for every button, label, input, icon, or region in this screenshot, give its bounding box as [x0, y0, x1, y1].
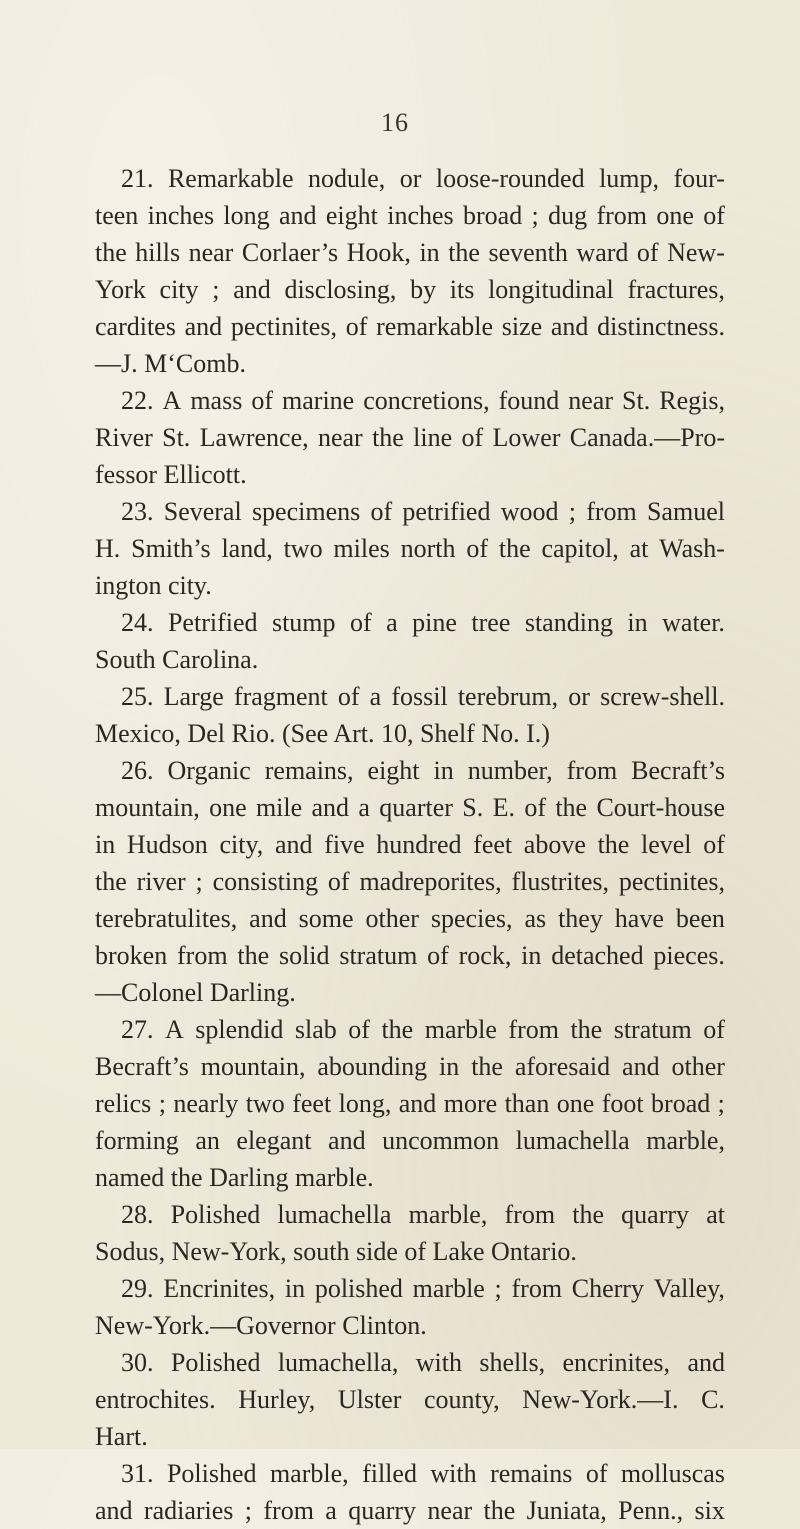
- text-line: 25. Large fragment of a fossil terebrum, or screw-shell.: [121, 682, 725, 711]
- text-line: 30. Polished lumachella, with shells, encrinites, and: [121, 1348, 725, 1377]
- text-line: —J. M‘Comb.: [95, 349, 246, 378]
- text-line: entrochites. Hurley, Ulster county, New-York.—I. C.: [95, 1385, 725, 1414]
- text-line: 21. Remarkable nodule, or loose-rounded lump, four-: [121, 164, 725, 193]
- text-line: broken from the solid stratum of rock, in detached pieces.: [95, 941, 725, 970]
- text-line: teen inches long and eight inches broad ; dug from one of: [95, 201, 725, 230]
- text-line: 24. Petrified stump of a pine tree standing in water.: [121, 608, 725, 637]
- text-line: relics ; nearly two feet long, and more than one foot broad ;: [95, 1089, 725, 1118]
- text-line: 26. Organic remains, eight in number, from Becraft’s: [121, 756, 725, 785]
- text-line: 29. Encrinites, in polished marble ; from Cherry Valley,: [121, 1274, 725, 1303]
- text-line: and radiaries ; from a quarry near the Juniata, Penn., six: [95, 1496, 725, 1525]
- text-line: named the Darling marble.: [95, 1163, 374, 1192]
- text-line: cardites and pectinites, of remarkable size and distinctness.: [95, 312, 725, 341]
- text-line: the river ; consisting of madreporites, flustrites, pectinites,: [95, 867, 725, 896]
- text-line: 31. Polished marble, filled with remains of molluscas: [121, 1459, 725, 1488]
- text-line: terebratulites, and some other species, as they have been: [95, 904, 725, 933]
- page-number: 16: [381, 108, 409, 137]
- text-line: ington city.: [95, 571, 212, 600]
- text-line: mountain, one mile and a quarter S. E. of the Court-house: [95, 793, 725, 822]
- text-line: —Colonel Darling.: [95, 978, 296, 1007]
- text-line: the hills near Corlaer’s Hook, in the seventh ward of New-: [95, 238, 725, 267]
- text-line: 27. A splendid slab of the marble from the stratum of: [121, 1015, 725, 1044]
- text-line: New-York.—Governor Clinton.: [95, 1311, 427, 1340]
- text-line: Hart.: [95, 1422, 148, 1451]
- text-line: River St. Lawrence, near the line of Lower Canada.—Pro-: [95, 423, 725, 452]
- text-line: 22. A mass of marine concretions, found near St. Regis,: [121, 386, 725, 415]
- text-line: fessor Ellicott.: [95, 460, 247, 489]
- text-line: H. Smith’s land, two miles north of the capitol, at Wash-: [95, 534, 725, 563]
- text-line: 23. Several specimens of petrified wood ; from Samuel: [121, 497, 725, 526]
- body-text: [95, 160, 725, 1529]
- text-line: South Carolina.: [95, 645, 259, 674]
- text-line: Becraft’s mountain, abounding in the aforesaid and other: [95, 1052, 725, 1081]
- text-line: Mexico, Del Rio. (See Art. 10, Shelf No. I.): [95, 719, 550, 748]
- text-line: 28. Polished lumachella marble, from the quarry at: [121, 1200, 725, 1229]
- text-line: York city ; and disclosing, by its longitudinal fractures,: [95, 275, 725, 304]
- text-line: forming an elegant and uncommon lumachella marble,: [95, 1126, 725, 1155]
- text-line: Sodus, New-York, south side of Lake Ontario.: [95, 1237, 577, 1266]
- text-line: in Hudson city, and five hundred feet above the level of: [95, 830, 725, 859]
